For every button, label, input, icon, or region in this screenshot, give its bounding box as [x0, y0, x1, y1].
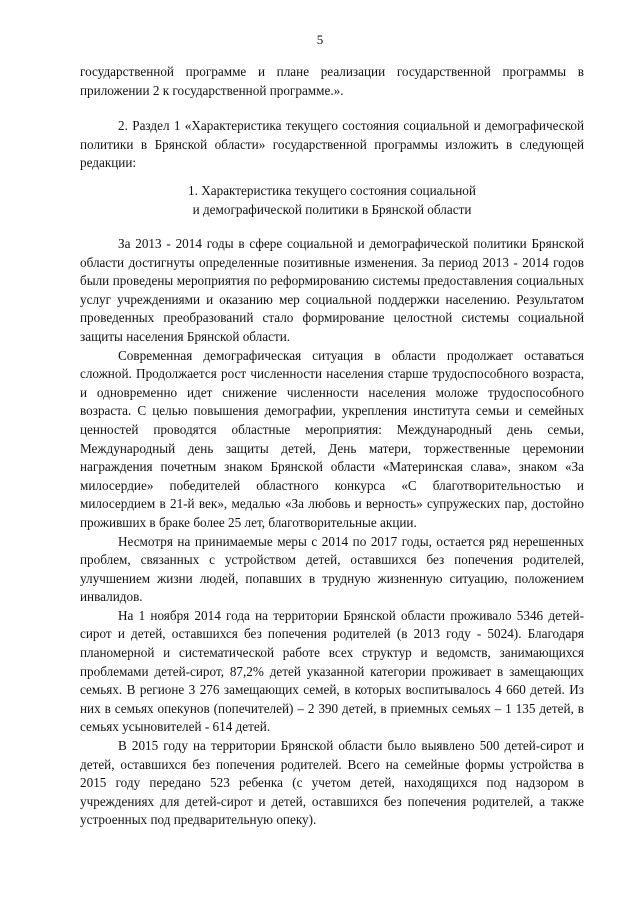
paragraph-3: Несмотря на принимаемые меры с 2014 по 2017 годы, остается ряд нерешенных проблем, связанных с устройством детей, оставшихся без попечения родителей, улучшением жизни людей, попавших в трудную жизненную ситуацию, положением инвалидов. [80, 533, 584, 605]
item-2-paragraph: 2. Раздел 1 «Характеристика текущего состояния социальной и демографической политики в Брянской области» государственной программы изложить в следующей редакции: [80, 118, 584, 171]
page-number: 5 [316, 32, 324, 47]
item-2-block [80, 117, 584, 173]
paragraph-5: В 2015 году на территории Брянской области было выявлено 500 детей-сирот и детей, оставшихся без попечения родителей. Всего на семейные формы устройства в 2015 году передано 523 ребенка (с учетом детей, находящихся под надзором в учреждениях для детей-сирот и детей, оставшихся без попечения родителей, а также устроенных под предварительную опеку). [80, 738, 584, 828]
paragraph-1: За 2013 - 2014 годы в сфере социальной и демографической политики Брянской области достигнуты определенные позитивные изменения. За период 2013 - 2014 годов были проведены мероприятия по реформированию системы предоставления социальных услуг учреждениями и оказанию мер социальной поддержки населению. Результатом проведенных преобразований стало формирование целостной системы социальной защиты населения Брянской области. [80, 236, 584, 344]
section-heading-line-1: 1. Характеристика текущего состояния социальной [188, 183, 476, 198]
body-text [80, 235, 584, 830]
section-heading-line-2: и демографической политики в Брянской области [192, 201, 472, 217]
intro-fragment: государственной программе и плане реализации государственной программы в приложении 2 к государственной программе.». [80, 64, 584, 98]
paragraph-2: Современная демографическая ситуация в области продолжает оставаться сложной. Продолжается рост численности населения старше трудоспособного возраста, и одновременно идет снижение численности населения моложе трудоспособного возраста. С целью повышения демографии, укрепления института семьи и семейных ценностей проводятся областные мероприятия: Международный день семьи, Международный день защиты детей, День матери, торжественные церемонии награждения почетным знаком Брянской области «Материнская слава», знаком «За милосердие» победителей областного конкурса «С благотворительностью и милосердием в 21-й век», медалью «За любовь и верность» супружеских пар, достойно проживших в браке более 25 лет, благотворительные акции. [80, 347, 584, 530]
section-heading [80, 182, 584, 219]
intro-fragment-block [80, 63, 584, 100]
paragraph-4: На 1 ноября 2014 года на территории Брянской области проживало 5346 детей-сирот и детей, оставшихся без попечения родителей (в 2013 году - 5024). Благодаря планомерной и систематической работе всех структур и ведомств, занимающихся проблемами детей-сирот, 87,2% детей указанной категории проживает в замещающих семьях. В регионе 3 276 замещающих семей, в которых воспитывалось 4 660 детей. Из них в семьях опекунов (попечителей) – 2 390 детей, в приемных семьях – 1 135 детей, в семьях усыновителей - 614 детей. [80, 607, 584, 735]
